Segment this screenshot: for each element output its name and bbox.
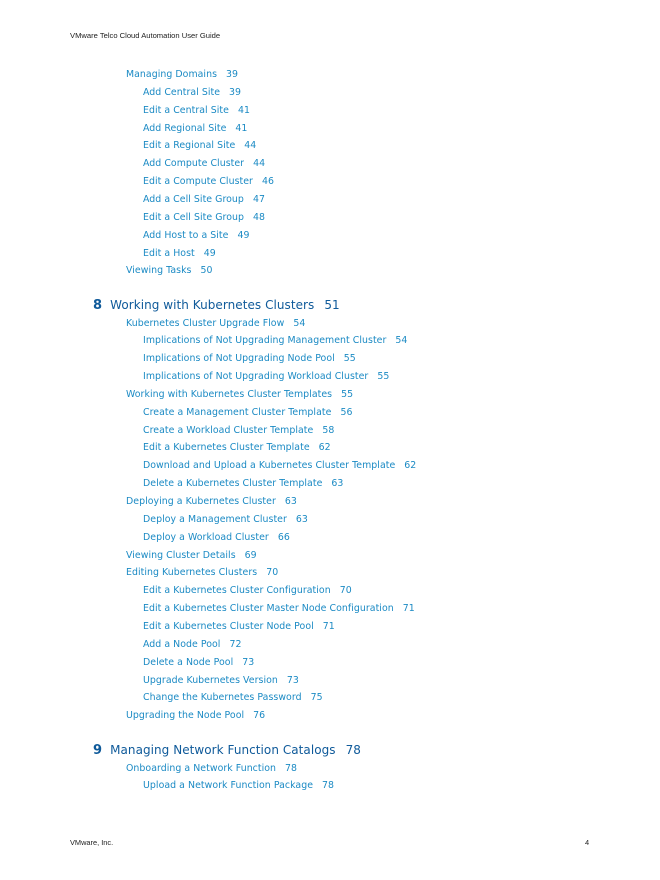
toc-entry-page: 50 bbox=[200, 265, 213, 277]
toc-entry-link[interactable] bbox=[143, 194, 265, 206]
toc-entry-page: 49 bbox=[203, 247, 216, 259]
toc-entry-title: Implications of Not Upgrading Node Pool bbox=[143, 353, 335, 365]
toc-entry-page: 44 bbox=[253, 158, 266, 170]
toc-entry-page: 62 bbox=[318, 442, 331, 454]
toc-entry-page: 73 bbox=[242, 656, 255, 668]
toc-entry-title: Edit a Kubernetes Cluster Master Node Configuration bbox=[143, 603, 394, 615]
toc-chapter-link[interactable] bbox=[93, 743, 361, 758]
toc-entry-page: 39 bbox=[226, 69, 239, 80]
toc-entry-page: 75 bbox=[310, 692, 323, 704]
toc-entry-page: 63 bbox=[295, 513, 308, 525]
toc-entry-title: Add Central Site bbox=[143, 86, 221, 98]
toc-entry-page: 46 bbox=[261, 176, 274, 188]
toc-entry-link[interactable] bbox=[143, 140, 256, 152]
toc-entry-title: Create a Workload Cluster Template bbox=[143, 424, 314, 436]
toc-entry-title: Edit a Regional Site bbox=[143, 140, 236, 152]
toc-entry-title: Deploying a Kubernetes Cluster bbox=[126, 496, 276, 507]
toc-entry-link[interactable] bbox=[126, 567, 278, 579]
toc-entry-link[interactable] bbox=[126, 763, 297, 775]
toc-entry-page: 76 bbox=[253, 710, 266, 722]
toc-entry-link[interactable] bbox=[126, 318, 305, 330]
toc-entry-link[interactable] bbox=[126, 265, 213, 277]
toc-entry-link[interactable] bbox=[143, 603, 415, 615]
toc-entry-link[interactable] bbox=[143, 425, 334, 437]
toc-entry-page: 69 bbox=[244, 549, 257, 561]
toc-entry-link[interactable] bbox=[143, 123, 247, 135]
toc-entry-page: 62 bbox=[404, 460, 417, 472]
toc-entry-title: Add Regional Site bbox=[143, 122, 227, 134]
toc-entry-page: 48 bbox=[252, 211, 266, 223]
toc-entry-link[interactable] bbox=[143, 212, 265, 224]
toc-entry-page: 54 bbox=[395, 335, 408, 347]
toc-entry-title: Viewing Cluster Details bbox=[126, 549, 236, 561]
toc-entry-link[interactable] bbox=[143, 692, 323, 704]
toc-entry-link[interactable] bbox=[143, 353, 356, 365]
toc-entry-title: Edit a Central Site bbox=[143, 104, 229, 116]
toc-entry-title: Edit a Cell Site Group bbox=[143, 211, 244, 223]
toc-entry-title: Add Compute Cluster bbox=[143, 158, 245, 170]
toc-entry-page: 54 bbox=[293, 317, 306, 329]
toc-entry-link[interactable] bbox=[143, 478, 343, 490]
toc-entry-link[interactable] bbox=[143, 780, 334, 792]
toc-entry-link[interactable] bbox=[143, 248, 216, 260]
toc-entry-title: Viewing Tasks bbox=[126, 265, 192, 277]
toc-entry-title: Change the Kubernetes Password bbox=[143, 692, 302, 704]
footer-company: VMware, Inc. bbox=[70, 838, 114, 847]
toc-entry-title: Editing Kubernetes Clusters bbox=[126, 567, 258, 579]
toc-entry-page: 66 bbox=[277, 531, 290, 543]
toc-entry-page: 72 bbox=[229, 638, 242, 650]
chapter-number: 8 bbox=[93, 298, 103, 313]
toc-entry-link[interactable] bbox=[126, 496, 297, 508]
toc-entry-title: Upgrading the Node Pool bbox=[126, 710, 245, 722]
toc-entry-link[interactable] bbox=[143, 514, 308, 526]
toc-entry-page: 70 bbox=[339, 585, 352, 597]
toc-entry-link[interactable] bbox=[126, 710, 265, 722]
toc-entry-title: Add a Cell Site Group bbox=[143, 193, 244, 205]
toc-entry-title: Deploy a Workload Cluster bbox=[143, 531, 269, 543]
toc-entry-page: 44 bbox=[244, 140, 257, 152]
chapter-title: Working with Kubernetes Clusters bbox=[110, 298, 315, 312]
toc-entry-link[interactable] bbox=[143, 460, 416, 472]
toc-entry-title: Edit a Compute Cluster bbox=[143, 176, 253, 188]
chapter-title: Managing Network Function Catalogs bbox=[110, 743, 336, 757]
toc-entry-page: 63 bbox=[331, 478, 344, 490]
toc-entry-page: 78 bbox=[322, 780, 335, 792]
toc-entry-link[interactable] bbox=[143, 230, 250, 242]
toc-entry-link[interactable] bbox=[143, 657, 254, 669]
toc-entry-title: Add Host to a Site bbox=[143, 229, 229, 241]
chapter-page: 78 bbox=[345, 743, 361, 757]
toc-entry-title: Kubernetes Cluster Upgrade Flow bbox=[126, 317, 285, 329]
toc-entry-title: Upgrade Kubernetes Version bbox=[143, 674, 278, 686]
toc-entry-title: Managing Domains bbox=[126, 69, 218, 80]
toc-entry-page: 55 bbox=[343, 353, 356, 365]
toc-entry-title: Edit a Kubernetes Cluster Configuration bbox=[143, 585, 331, 597]
toc-entry-page: 73 bbox=[286, 674, 299, 686]
toc-entry-link[interactable] bbox=[143, 675, 299, 687]
toc-entry-page: 55 bbox=[341, 388, 354, 400]
toc-entry-page: 78 bbox=[285, 762, 298, 774]
toc-entry-page: 58 bbox=[322, 424, 335, 436]
toc-entry-title: Edit a Kubernetes Cluster Node Pool bbox=[143, 620, 314, 632]
toc-entry-link[interactable] bbox=[143, 585, 352, 597]
toc-entry-title: Deploy a Management Cluster bbox=[143, 513, 287, 525]
chapter-page: 51 bbox=[324, 298, 340, 312]
toc-entry-title: Working with Kubernetes Cluster Templates bbox=[126, 388, 333, 400]
toc-entry-title: Upload a Network Function Package bbox=[143, 780, 314, 792]
toc-entry-link[interactable] bbox=[143, 639, 241, 651]
toc-entry-link[interactable] bbox=[143, 87, 241, 99]
toc-entry-page: 49 bbox=[237, 229, 250, 241]
toc-entry-title: Edit a Host bbox=[143, 247, 195, 259]
toc-entry-link[interactable] bbox=[143, 621, 335, 633]
toc-entry-link[interactable] bbox=[143, 105, 250, 117]
toc-entry-link[interactable] bbox=[143, 532, 290, 544]
toc-entry-title: Download and Upload a Kubernetes Cluster Template bbox=[143, 460, 396, 472]
toc-entry-page: 70 bbox=[266, 567, 279, 579]
toc-entry-link[interactable] bbox=[126, 550, 257, 562]
toc-entry-title: Edit a Kubernetes Cluster Template bbox=[143, 442, 310, 454]
toc-entry-page: 41 bbox=[235, 122, 248, 134]
toc-entry-link[interactable] bbox=[143, 442, 331, 454]
toc-entry-link[interactable] bbox=[143, 158, 265, 170]
toc-entry-page: 56 bbox=[340, 406, 353, 418]
toc-entry-link[interactable] bbox=[143, 407, 352, 419]
chapter-number: 9 bbox=[93, 743, 103, 758]
toc-entry-link[interactable] bbox=[126, 69, 238, 81]
toc-entry-title: Delete a Node Pool bbox=[143, 656, 234, 668]
toc-entry-page: 71 bbox=[402, 603, 415, 615]
toc-chapter-link[interactable] bbox=[93, 298, 340, 313]
toc-entry-page: 63 bbox=[284, 496, 297, 507]
toc-entry-title: Add a Node Pool bbox=[143, 638, 221, 650]
toc-entry-link[interactable] bbox=[126, 389, 353, 401]
page-header: VMware Telco Cloud Automation User Guide bbox=[70, 31, 221, 40]
toc-entry-page: 71 bbox=[322, 620, 335, 632]
toc-entry-page: 55 bbox=[377, 371, 390, 383]
toc-entry-title: Delete a Kubernetes Cluster Template bbox=[143, 478, 323, 490]
toc-entry-page: 41 bbox=[237, 104, 250, 116]
toc-entry-title: Implications of Not Upgrading Workload Cluster bbox=[143, 371, 369, 383]
toc-entry-page: 39 bbox=[229, 86, 242, 98]
toc-entry-title: Create a Management Cluster Template bbox=[143, 406, 332, 418]
footer-page-number: 4 bbox=[585, 838, 590, 847]
toc-entry-page: 47 bbox=[252, 193, 265, 205]
toc-entry-link[interactable] bbox=[143, 335, 407, 347]
toc-entry-title: Onboarding a Network Function bbox=[126, 762, 277, 774]
toc-entry-title: Implications of Not Upgrading Management Cluster bbox=[143, 335, 387, 347]
toc-entry-link[interactable] bbox=[143, 176, 274, 188]
toc-entry-link[interactable] bbox=[143, 371, 389, 383]
